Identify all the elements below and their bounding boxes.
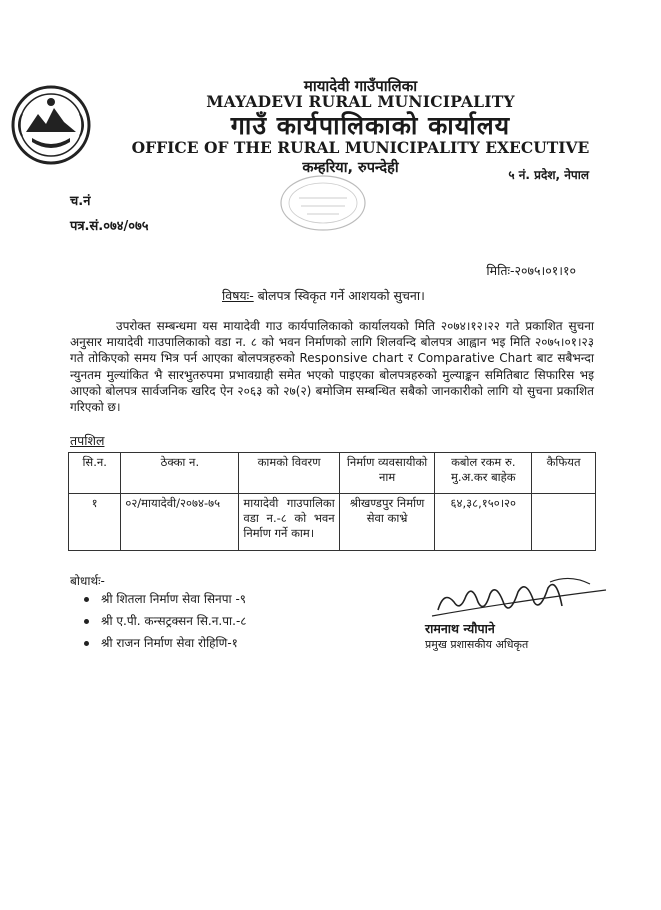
cc-item-text: श्री ए.पी. कन्सट्रक्सन सि.न.पा.-८ (101, 614, 247, 628)
municipality-name-nepali: मायादेवी गाउँपालिका (303, 77, 418, 95)
subject-label: विषयः- (222, 288, 254, 303)
cell-contract-number: ०२/मायादेवी/२०७४-७५ (121, 494, 239, 551)
header-contract-number: ठेक्का न. (121, 453, 239, 494)
list-item (84, 610, 247, 632)
details-heading: तपशिल (70, 433, 105, 448)
bid-details-table (68, 452, 596, 551)
subject-text: बोलपत्र स्विकृत गर्ने आशयको सुचना। (253, 288, 425, 303)
signature-icon (430, 572, 610, 622)
header-remarks: कैफियत (532, 453, 596, 494)
letter-date: मितिः-२०७५।०१।१० (486, 263, 576, 278)
municipality-name-english: MAYADEVI RURAL MUNICIPALITY (206, 92, 515, 111)
body-text: उपरोक्त सम्बन्धमा यस मायादेवी गाउ कार्यपालिकाको कार्यालयको मिति २०७४।१२।२२ गते प्रकाशित सुचना अनुसार मायादेवी गाउपालिकाको वडा न. ८ को भवन निर्माणको लागि शिलवन्दि बोलपत्र आह्वान भइ मिति २०७५।०१।२३ गते तोकिएको समय भित्र पर्न आएका बोलपत्रहरुको Responsive chart र Comparative Chart बाट सबैभन्दा न्युनतम मुल्यांकित भै सारभुतरुपमा प्रभावग्राही समेत भएको पाइएका बोलपत्रहरुको मुल्याङ्कन समितिबाट सिफारिस भइ आएको बोलपत्र सार्वजनिक खरिद ऐन २०६३ को २७(२) बमोजिम सम्बन्धित सबैको जानकारीको लागि यो सुचना प्रकाशित गरिएको छ। (70, 319, 594, 415)
cc-list (84, 588, 247, 654)
header-work-description: कामको विवरण (239, 453, 339, 494)
header-bid-amount: कबोल रकम रु. मु.अ.कर बाहेक (435, 453, 532, 494)
signatory-name: रामनाथ न्यौपाने (425, 621, 495, 636)
list-item (84, 632, 247, 654)
bullet-icon (84, 597, 89, 602)
cc-item-text: श्री शितला निर्माण सेवा सिनपा -९ (101, 592, 247, 606)
cell-serial: १ (69, 494, 121, 551)
office-name-nepali: गाउँ कार्यपालिकाको कार्यालय (230, 111, 511, 140)
office-address: कम्हरिया, रुपन्देही (302, 160, 399, 176)
received-stamp-icon (277, 172, 369, 234)
cell-contractor-name: श्रीखण्डपुर निर्माण सेवा काभ्रे (339, 494, 435, 551)
table-header-row (69, 453, 596, 494)
subject-line (222, 287, 425, 304)
cell-work-description: मायादेवी गाउपालिका वडा न.-८ को भवन निर्माण गर्ने काम। (239, 494, 339, 551)
header-serial: सि.न. (69, 453, 121, 494)
letter-number-label: पत्र.सं.०७४/०७५ (70, 219, 149, 234)
header-contractor-name: निर्माण व्यवसायीको नाम (339, 453, 435, 494)
bullet-icon (84, 619, 89, 624)
cell-remarks (532, 494, 596, 551)
dispatch-number-label: च.नं (70, 194, 91, 209)
province-label: ५ नं. प्रदेश, नेपाल (508, 168, 589, 182)
body-paragraph (70, 318, 594, 415)
cc-label: बोधार्थः- (70, 574, 105, 588)
bullet-icon (84, 641, 89, 646)
office-name-english: OFFICE OF THE RURAL MUNICIPALITY EXECUTIVE (131, 138, 590, 157)
cell-bid-amount: ६४,३८,१५०।२० (435, 494, 532, 551)
cc-item-text: श्री राजन निर्माण सेवा रोहिणि-१ (101, 636, 238, 650)
signatory-title: प्रमुख प्रशासकीय अधिकृत (425, 638, 529, 651)
list-item (84, 588, 247, 610)
table-row (69, 494, 596, 551)
